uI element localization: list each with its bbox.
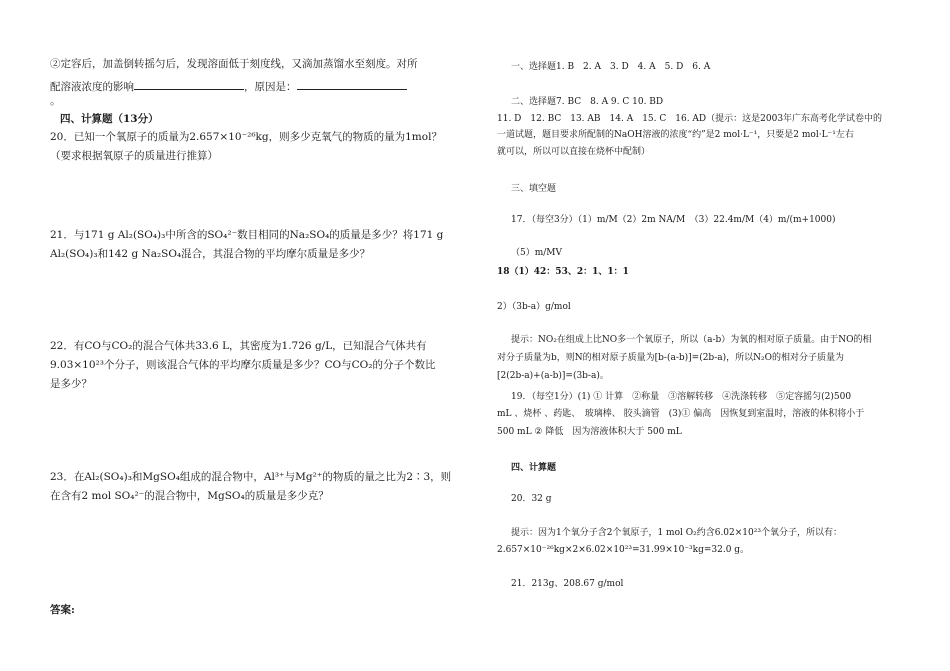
q19-line2-text-b: ，原因是： — [244, 81, 297, 93]
answer-blank-reason — [297, 78, 407, 90]
answer-section1: 一、选择题1. B 2. A 3. D 4. A 5. D 6. A — [511, 62, 711, 72]
answer-label: 答案: — [50, 604, 75, 616]
q23-line1: 23．在Al₂(SO₄)₃和MgSO₄组成的混合物中，Al³⁺与Mg²⁺的物质的量之比为2∶3，则 — [50, 471, 452, 483]
q19-line2 — [50, 78, 407, 94]
answer-17-line2: （5）m/MV — [511, 248, 563, 258]
answer-blank-effect — [134, 78, 244, 90]
answer-section4-title: 四、计算题 — [511, 463, 557, 473]
answer-19-line3: 500 mL ② 降低 因为溶液体积大于 500 mL — [497, 427, 682, 437]
answer-18-line1: 18（1）42：53、2：1、1：1 — [497, 267, 629, 277]
answer-11-16-line1: 11. D 12. BC 13. AB 14. A 15. C 16. AD（提示：这是2003年广东高考化学试卷中的 — [497, 114, 883, 124]
answer-11-16-line3: 就可以，所以可以直接在烧杯中配制） — [497, 147, 651, 157]
q22-line2: 9.03×10²³个分子，则该混合气体的平均摩尔质量是多少？CO与CO₂的分子个数比 — [50, 359, 436, 371]
answer-18-hint-line2: 对分子质量为b，则N的相对原子质量为[b-(a-b)]=(2b-a)，所以N₂O的相对分子质量为 — [497, 353, 844, 363]
answer-19-line1: 19．（每空1分）(1) ① 计算 ②称量 ③溶解转移 ④洗涤转移 ⑤定容摇匀(2)500 — [511, 392, 852, 402]
q19-line1: ②定容后，加盖倒转摇匀后，发现溶面低于刻度线，又滴加蒸馏水至刻度。对所 — [50, 58, 418, 70]
section4-title: 四、计算题（13分） — [60, 113, 159, 125]
answer-20-hint-line2: 2.657×10⁻²⁶kg×2×6.02×10²³=31.99×10⁻³kg=32.0 g。 — [497, 545, 750, 555]
answer-18-line2: 2）（3b-a）g/mol — [497, 302, 571, 312]
answer-18-hint-line1: 提示：NO₂在组成上比NO多一个氧原子，所以（a-b）为氧的相对原子质量。由于NO的相 — [511, 335, 872, 345]
q20-line1: 20．已知一个氧原子的质量为2.657×10⁻²⁶kg，则多少克氧气的物质的量为1mol？ — [50, 131, 442, 143]
q22-line3: 是多少？ — [50, 378, 92, 390]
answer-19-line2: mL 、烧杯 、药匙、 玻璃棒、 胶头滴管 (3)① 偏高 因恢复到室温时，溶液的体积将小于 — [497, 409, 865, 419]
q21-line1: 21．与171 g Al₂(SO₄)₃中所含的SO₄²⁻数目相同的Na₂SO₄的质量是多少？将171 g — [50, 229, 444, 241]
q20-line2: （要求根据氧原子的质量进行推算） — [50, 150, 218, 162]
answer-11-16-line2: 一道试题，题目要求所配制的NaOH溶液的浓度“约”是2 mol·L⁻¹，只要是2 mol·L⁻¹左右 — [497, 130, 854, 140]
answer-18-hint-line3: [2(2b-a)+(a-b)]=(3b-a)。 — [497, 371, 609, 381]
answer-20: 20．32 g — [511, 494, 552, 504]
answer-section3-title: 三、填空题 — [511, 184, 557, 194]
answer-20-hint-line1: 提示：因为1个氧分子含2个氧原子，1 mol O₂约含6.02×10²³个氧分子，所以有： — [511, 528, 842, 538]
q21-line2: Al₂(SO₄)₃和142 g Na₂SO₄混合，其混合物的平均摩尔质量是多少？ — [50, 248, 371, 260]
q19-line2-text-a: 配溶液浓度的影响 — [50, 81, 134, 93]
answer-section2: 二、选择题7. BC 8. A 9. C 10. BD — [511, 97, 664, 107]
answer-21: 21．213g、208.67 g/mol — [511, 579, 624, 589]
answer-17-line1: 17．（每空3分）（1）m/M（2）2m NA/M （3）22.4m/M（4）m/(m+1000) — [511, 215, 836, 225]
q19-line3: 。 — [50, 95, 61, 107]
q22-line1: 22．有CO与CO₂的混合气体共33.6 L，其密度为1.726 g/L，已知混合气体共有 — [50, 340, 427, 352]
q23-line2: 在含有2 mol SO₄²⁻的混合物中，MgSO₄的质量是多少克？ — [50, 490, 329, 502]
